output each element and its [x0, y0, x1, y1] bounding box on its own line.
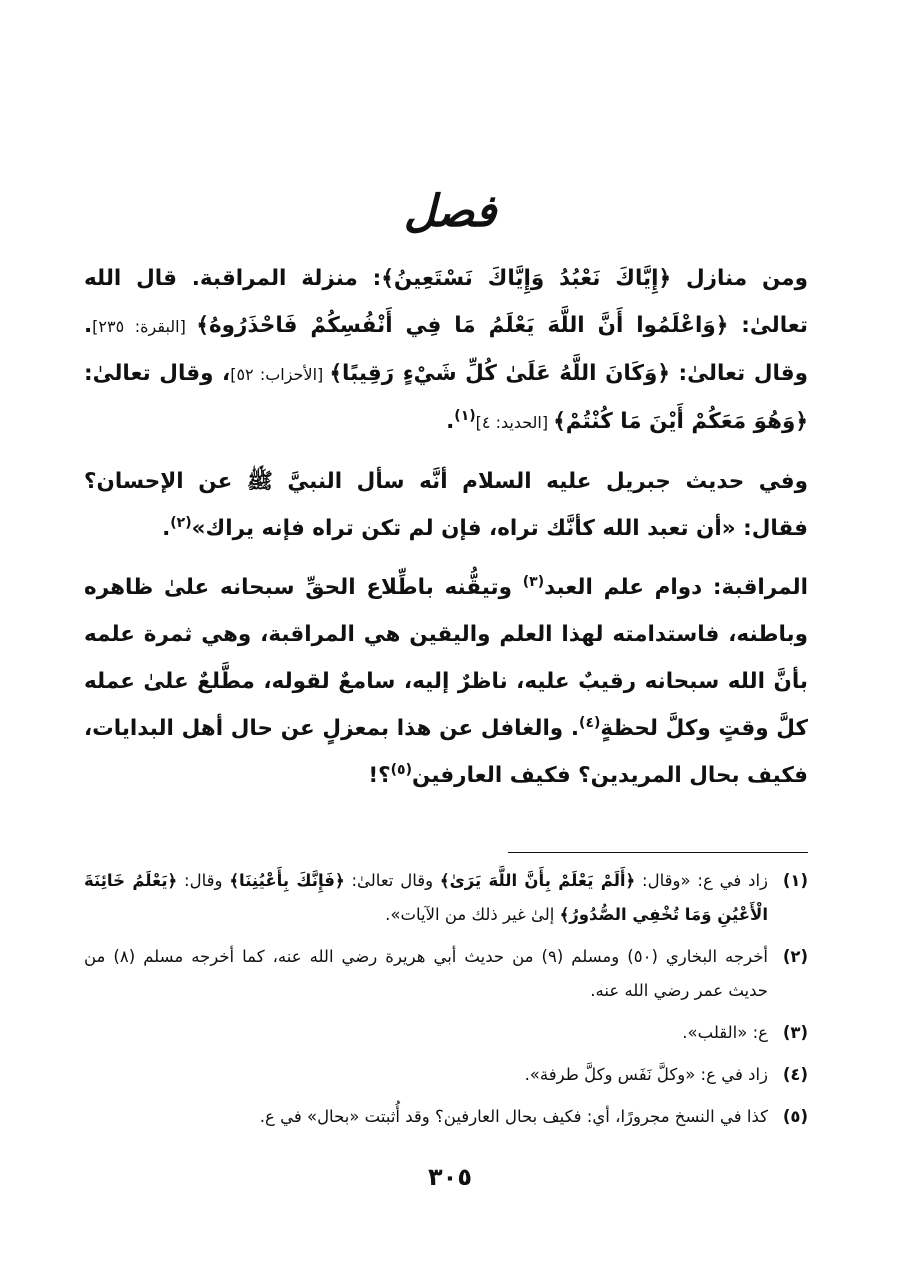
text-run: زاد في ع: «وقال: [635, 871, 769, 890]
text-run: . وقال تعالىٰ: [84, 313, 808, 386]
text-run: وتيقُّنه باطِّلاع الحقِّ سبحانه علىٰ ظاهره وباطنه، فاستدامته لهذا العلم واليقين هي المراقبة، وهي ثمرة علمه بأنَّ الله سبحانه رقيبٌ عليه، ناظرٌ إليه، سامعٌ لقوله، مطَّلعٌ علىٰ عمله كلَّ وقتٍ وكلَّ لحظةٍ [84, 575, 808, 741]
text-run: إلىٰ غير ذلك من الآيات». [385, 905, 560, 924]
text-run: . [446, 409, 455, 434]
footnote-number: (٥) [782, 1107, 808, 1126]
verse-reference: [الحديد: ٤] [475, 413, 554, 432]
verse-reference: [الأحزاب: ٥٢] [230, 365, 330, 384]
text-run: ع: «القلب». [682, 1023, 768, 1042]
footnote-number: (٢) [782, 947, 808, 966]
footnote-ref: (٣) [522, 573, 545, 590]
footnote [84, 1100, 808, 1134]
footnote [84, 864, 808, 932]
section-heading: فصل [403, 186, 497, 237]
text-run: أخرجه البخاري (٥٠) ومسلم (٩) من حديث أبي هريرة رضي الله عنه، كما أخرجه مسلم (٨) من حديث عمر رضي الله عنه. [84, 947, 768, 1000]
footnote-ref: (٢) [170, 514, 192, 531]
footnote-text [84, 1100, 768, 1134]
text-run: ؟! [368, 763, 391, 788]
paragraph [84, 458, 808, 552]
hadith-quote: «أن تعبد الله كأنَّك تراه، فإن لم تكن تراه فإنه يراك» [191, 516, 736, 541]
text-run: وفي حديث جبريل عليه السلام أنَّه سأل النبيَّ ﷺ عن الإحسان؟ فقال: [84, 469, 808, 541]
footnote-ref: (١) [454, 407, 476, 424]
verse-reference: [البقرة: ٢٣٥] [92, 317, 197, 336]
text-run: . [162, 516, 171, 541]
quran-verse: ﴿إِيَّاكَ نَعْبُدُ وَإِيَّاكَ نَسْتَعِينُ﴾ [381, 266, 672, 291]
text-run: زاد في ع: «وكلَّ نَفَس وكلَّ طرفة». [524, 1065, 768, 1084]
text-run: ومن منازل [671, 266, 808, 291]
paragraph [84, 564, 808, 799]
footnote-number: (١) [782, 871, 808, 890]
quran-verse: ﴿يَعْلَمُ خَائِنَةَ الْأَعْيُنِ وَمَا تُخْفِي الصُّدُورُ﴾ [84, 871, 768, 924]
footnote [84, 940, 808, 1008]
footnote-text [84, 1058, 768, 1092]
footnote-ref: (٤) [579, 714, 601, 731]
page-number: ٣٠٥ [428, 1163, 472, 1191]
text-run: المراقبة: دوام علم العبد [544, 575, 809, 600]
footnote-divider [508, 852, 808, 853]
footnote [84, 1016, 808, 1050]
text-run: ، وقال تعالىٰ: [84, 361, 231, 386]
quran-verse: ﴿وَكَانَ اللَّهُ عَلَىٰ كُلِّ شَيْءٍ رَقِيبًا﴾ [329, 361, 670, 386]
text-run: : منزلة المراقبة. قال الله تعالىٰ: [84, 266, 808, 338]
footnote-text [84, 940, 768, 1008]
quran-verse: ﴿أَلَمْ يَعْلَمْ بِأَنَّ اللَّهَ يَرَىٰ﴾ [439, 871, 636, 890]
text-run: كذا في النسخ مجرورًا، أي: فكيف بحال العارفين؟ وقد أُثبتت «بحال» في ع. [259, 1107, 768, 1126]
footnotes [84, 864, 808, 1142]
main-text [84, 255, 808, 799]
text-run: وقال تعالىٰ: [344, 871, 440, 890]
footnote-text [84, 864, 768, 932]
paragraph [84, 255, 808, 446]
footnote-ref: (٥) [390, 761, 412, 778]
text-run: وقال: [177, 871, 230, 890]
quran-verse: ﴿وَهُوَ مَعَكُمْ أَيْنَ مَا كُنْتُمْ﴾ [553, 409, 808, 434]
footnote [84, 1058, 808, 1092]
footnote-number: (٤) [782, 1065, 808, 1084]
footnote-number: (٣) [782, 1023, 808, 1042]
quran-verse: ﴿فَإِنَّكَ بِأَعْيُنِنَا﴾ [229, 871, 345, 890]
quran-verse: ﴿وَاعْلَمُوا أَنَّ اللَّهَ يَعْلَمُ مَا فِي أَنْفُسِكُمْ فَاحْذَرُوهُ﴾ [196, 313, 729, 338]
text-run: . والغافل عن هذا بمعزلٍ عن حال أهل البدايات، فكيف بحال المريدين؟ فكيف العارفين [84, 716, 808, 788]
footnote-text [84, 1016, 768, 1050]
